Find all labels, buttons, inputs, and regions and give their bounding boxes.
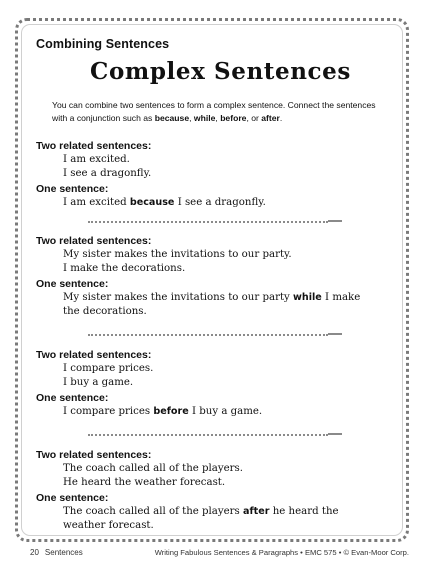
page-title: Complex Sentences	[90, 58, 351, 85]
combined-sentence	[36, 291, 376, 305]
footer-section: Sentences	[44, 548, 83, 557]
combined-part-after: I see a dragonfly.	[174, 197, 266, 208]
conjunction-while: while	[193, 113, 216, 123]
footer-left	[30, 548, 83, 557]
combined-part-before: I compare prices	[63, 406, 154, 417]
combined-part-after: I buy a game.	[188, 406, 263, 417]
intro-period: .	[279, 113, 283, 123]
example-3	[36, 349, 376, 419]
intro-text: You can combine two sentences to form a complex sentence. Connect the sentences with a conjunction such as	[52, 100, 376, 123]
intro-paragraph	[52, 99, 382, 125]
example-2	[36, 235, 376, 318]
separator-end	[328, 433, 342, 435]
related-sentence-1: I compare prices.	[63, 363, 154, 374]
combined-sentence	[36, 505, 376, 519]
separator-dotted	[88, 434, 328, 436]
intro-separator: ,	[189, 113, 194, 123]
one-sentence-label: One sentence:	[36, 183, 109, 195]
related-label: Two related sentences:	[36, 140, 152, 152]
related-sentence-2: I see a dragonfly.	[63, 167, 152, 179]
section-label: Combining Sentences	[36, 37, 170, 51]
related-sentence-1: I am excited.	[63, 154, 130, 165]
related-label: Two related sentences:	[36, 449, 152, 461]
combined-part-after: I make	[321, 292, 361, 303]
combined-part-before: The coach called all of the players	[63, 506, 243, 517]
related-label: Two related sentences:	[36, 235, 152, 247]
combined-sentence-continued: the decorations.	[63, 305, 147, 317]
separator-end	[328, 333, 342, 335]
related-sentence-2: I buy a game.	[63, 376, 134, 388]
footer-credit: Writing Fabulous Sentences & Paragraphs • EMC 575 • © Evan-Moor Corp.	[154, 548, 409, 557]
one-sentence-label: One sentence:	[36, 492, 109, 504]
combined-part-before: I am excited	[63, 197, 130, 208]
combined-conjunction: before	[153, 406, 189, 417]
example-4	[36, 449, 376, 532]
intro-separator: , or	[246, 113, 262, 123]
combined-sentence	[36, 405, 376, 419]
related-sentence-2: He heard the weather forecast.	[63, 476, 226, 488]
combined-conjunction: while	[293, 292, 322, 303]
one-sentence-label: One sentence:	[36, 278, 109, 290]
combined-sentence-continued: weather forecast.	[63, 519, 154, 531]
combined-conjunction: because	[129, 197, 175, 208]
combined-part-before: My sister makes the invitations to our party	[63, 292, 294, 303]
related-sentence-1: My sister makes the invitations to our party.	[63, 249, 292, 260]
related-label: Two related sentences:	[36, 349, 152, 361]
conjunction-because: because	[154, 113, 190, 123]
page-number: 20	[30, 548, 39, 557]
separator-end	[328, 220, 342, 222]
related-sentence-1: The coach called all of the players.	[63, 463, 243, 474]
separator-dotted	[88, 221, 328, 223]
separator-dotted	[88, 334, 328, 336]
conjunction-after: after	[261, 113, 280, 123]
combined-part-after: he heard the	[269, 506, 339, 517]
one-sentence-label: One sentence:	[36, 392, 109, 404]
combined-sentence	[36, 196, 376, 210]
combined-conjunction: after	[243, 506, 270, 517]
conjunction-before: before	[220, 113, 247, 123]
intro-separator: ,	[215, 113, 221, 123]
example-1	[36, 140, 376, 210]
related-sentence-2: I make the decorations.	[63, 262, 186, 274]
